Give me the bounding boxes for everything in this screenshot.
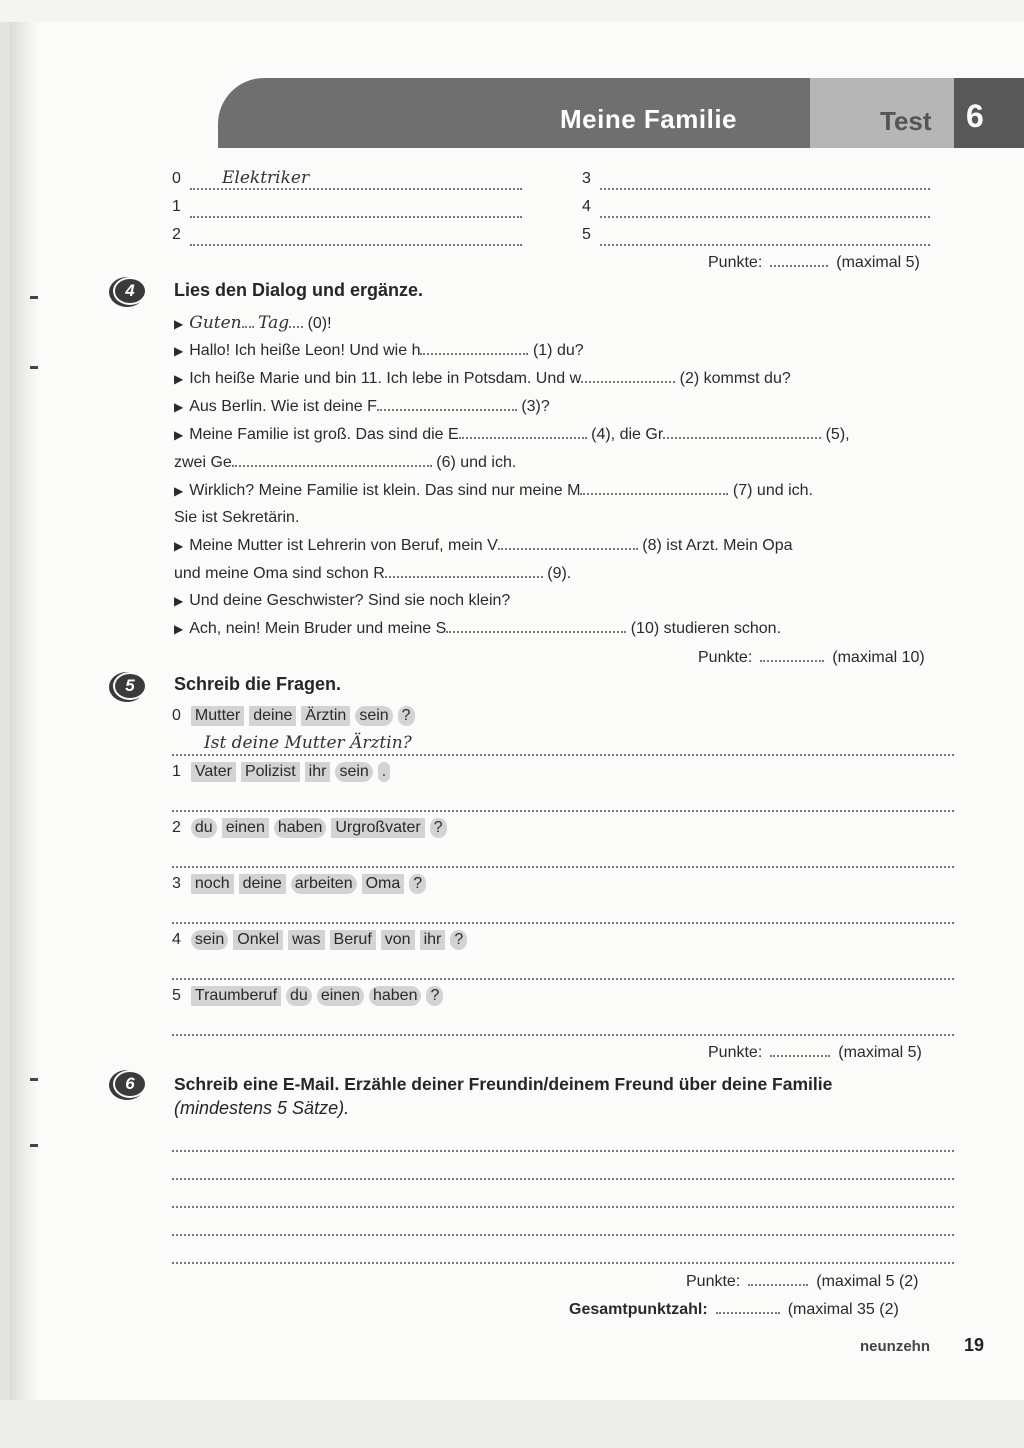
points-max: (maximal 5 (2) — [816, 1273, 919, 1290]
test-number: 6 — [966, 98, 984, 134]
question-row-4 — [172, 930, 472, 950]
answer-line[interactable] — [172, 754, 954, 756]
question-row-3 — [172, 874, 431, 894]
question-row-2 — [172, 818, 452, 838]
answer-blank[interactable] — [600, 244, 930, 246]
word-card: Ärztin — [301, 706, 350, 726]
word-card: Urgroßvater — [331, 818, 424, 838]
word-card: was — [288, 930, 324, 950]
word-card: ? — [426, 986, 443, 1006]
word-card: Polizist — [241, 762, 300, 782]
binding-hole-mark — [30, 1078, 38, 1081]
question-number: 2 — [172, 819, 181, 836]
dialog-line-5 — [174, 453, 516, 473]
gap-blank[interactable] — [232, 465, 432, 467]
points-row — [708, 1043, 922, 1063]
points-row — [708, 253, 920, 273]
dialog-line-3: ▶ Aus Berlin. Wie ist deine F (3)? — [174, 398, 550, 415]
page-gutter-shadow — [10, 22, 38, 1400]
dialog-line-6: ▶ Wirklich? Meine Familie ist klein. Das sind nur meine M (7) und ich. — [174, 482, 813, 499]
gap-blank[interactable] — [580, 493, 728, 495]
task-number-badge: 5 — [113, 672, 147, 700]
email-writing-line[interactable] — [172, 1262, 954, 1264]
points-max: (maximal 5) — [836, 254, 920, 271]
dialog-line-9 — [174, 564, 571, 584]
answer-blank[interactable] — [190, 216, 522, 218]
answer-blank[interactable] — [190, 244, 522, 246]
word-card: deine — [249, 706, 296, 726]
test-label: Test — [880, 106, 932, 136]
points-max: (maximal 5) — [838, 1044, 922, 1061]
word-card: sein — [191, 930, 228, 950]
dialog-text: (2) kommst du? — [679, 370, 791, 387]
points-row — [686, 1272, 919, 1292]
dialog-text: (7) und ich. — [732, 482, 813, 499]
dialog-line-0: ▶ Guten Tag (0)! — [174, 313, 332, 333]
example-word: Guten — [189, 313, 242, 333]
total-points-blank[interactable] — [716, 1312, 780, 1314]
item-number: 3 — [582, 170, 591, 187]
question-number: 5 — [172, 987, 181, 1004]
dialog-line-4: ▶ Meine Familie ist groß. Das sind die E (4), die Gr (5), — [174, 426, 850, 443]
email-writing-line[interactable] — [172, 1234, 954, 1236]
dialog-text: und meine Oma sind schon R — [174, 565, 385, 582]
word-card: einen — [222, 818, 269, 838]
dialog-text: Meine Familie ist groß. Das sind die E — [189, 426, 459, 443]
word-card: deine — [239, 874, 286, 894]
question-number: 4 — [172, 931, 181, 948]
dialog-text: Und deine Geschwister? Sind sie noch klein? — [189, 592, 511, 609]
dialog-line-2: ▶ Ich heiße Marie und bin 11. Ich lebe in Potsdam. Und w (2) kommst du? — [174, 370, 791, 387]
gap-blank[interactable] — [377, 409, 517, 411]
dialog-text: (10) studieren schon. — [630, 620, 782, 637]
word-card: einen — [317, 986, 364, 1006]
dialog-line-1: ▶ Hallo! Ich heiße Leon! Und wie h (1) du? — [174, 342, 584, 359]
page-number-word: neunzehn — [860, 1338, 930, 1355]
dialog-line-11: ▶ Ach, nein! Mein Bruder und meine S (10) studieren schon. — [174, 620, 782, 637]
answer-blank[interactable] — [600, 188, 930, 190]
points-blank[interactable] — [770, 1055, 830, 1057]
dialog-text: Ich heiße Marie und bin 11. Ich lebe in Potsdam. Und w — [189, 370, 582, 387]
word-card: sein — [355, 706, 392, 726]
item-number: 0 — [172, 170, 181, 187]
word-card: ? — [398, 706, 415, 726]
dialog-text: Aus Berlin. Wie ist deine F — [189, 398, 377, 415]
gap-blank[interactable] — [498, 548, 638, 550]
word-card: haben — [369, 986, 422, 1006]
question-number: 1 — [172, 763, 181, 780]
word-card: ihr — [305, 762, 331, 782]
example-answer: Ist deine Mutter Ärztin? — [204, 733, 412, 753]
dialog-line-8: ▶ Meine Mutter ist Lehrerin von Beruf, mein V (8) ist Arzt. Mein Opa — [174, 537, 793, 554]
dialog-text: zwei Ge — [174, 454, 232, 471]
points-blank[interactable] — [770, 265, 828, 267]
dialog-line-10: ▶ Und deine Geschwister? Sind sie noch klein? — [174, 592, 511, 609]
binding-hole-mark — [30, 366, 38, 369]
answer-line[interactable] — [172, 810, 954, 812]
gap-blank[interactable] — [581, 381, 675, 383]
word-card: Beruf — [330, 930, 376, 950]
dialog-text: (1) du? — [532, 342, 584, 359]
word-card: du — [286, 986, 312, 1006]
answer-line[interactable] — [172, 866, 954, 868]
word-card: noch — [191, 874, 234, 894]
example-word: Tag — [258, 313, 290, 333]
page-title: Meine Familie — [560, 104, 737, 134]
question-row-0 — [172, 706, 420, 726]
answer-line[interactable] — [172, 1034, 954, 1036]
dialog-text: (6) und ich. — [436, 454, 517, 471]
answer-line[interactable] — [172, 922, 954, 924]
email-writing-line[interactable] — [172, 1150, 954, 1152]
dialog-text: (0)! — [307, 315, 332, 332]
word-card: du — [191, 818, 217, 838]
gap-blank[interactable] — [663, 437, 821, 439]
word-card: Oma — [362, 874, 405, 894]
answer-blank[interactable] — [190, 188, 522, 190]
word-card: . — [378, 762, 390, 782]
dialog-text: Hallo! Ich heiße Leon! Und wie h — [189, 342, 421, 359]
dialog-text: (8) ist Arzt. Mein Opa — [642, 537, 793, 554]
word-card: ihr — [420, 930, 446, 950]
word-card: Onkel — [233, 930, 283, 950]
task-subtitle: (mindestens 5 Sätze). — [174, 1098, 350, 1118]
dialog-text: (9). — [547, 565, 572, 582]
item-number: 1 — [172, 198, 181, 215]
word-card: Traumberuf — [191, 986, 281, 1006]
points-label: Punkte: — [686, 1273, 741, 1290]
question-row-1 — [172, 762, 395, 782]
test-number-box — [954, 78, 1024, 148]
scan-border-bottom — [0, 1400, 1024, 1448]
gap-blank[interactable] — [446, 631, 626, 633]
answer-blank[interactable] — [600, 216, 930, 218]
task-number-badge: 6 — [113, 1070, 147, 1098]
points-blank[interactable] — [748, 1284, 808, 1286]
word-card: Mutter — [191, 706, 244, 726]
email-writing-line[interactable] — [172, 1178, 954, 1180]
answer-line[interactable] — [172, 978, 954, 980]
scan-border-top — [0, 0, 1024, 22]
example-answer: Elektriker — [222, 168, 310, 188]
gap-blank[interactable] — [420, 353, 528, 355]
item-number: 5 — [582, 226, 591, 243]
gap-blank[interactable] — [459, 437, 587, 439]
total-points-max: (maximal 35 (2) — [787, 1301, 899, 1318]
word-card: haben — [274, 818, 327, 838]
word-card: arbeiten — [291, 874, 357, 894]
dialog-text: Ach, nein! Mein Bruder und meine S — [189, 620, 447, 637]
task-title: Lies den Dialog und ergänze. — [174, 280, 424, 300]
points-blank[interactable] — [760, 660, 824, 662]
points-row — [698, 648, 925, 668]
question-row-5 — [172, 986, 448, 1006]
word-card: sein — [335, 762, 372, 782]
word-card: von — [381, 930, 415, 950]
word-card: ? — [450, 930, 467, 950]
item-number: 2 — [172, 226, 181, 243]
word-card: ? — [409, 874, 426, 894]
dialog-text: Meine Mutter ist Lehrerin von Beruf, mein V — [189, 537, 498, 554]
word-card: Vater — [191, 762, 236, 782]
points-label: Punkte: — [698, 649, 753, 666]
word-card: ? — [430, 818, 447, 838]
total-points-label: Gesamtpunktzahl: — [569, 1301, 708, 1318]
binding-hole-mark — [30, 1144, 38, 1147]
points-label: Punkte: — [708, 254, 763, 271]
binding-hole-mark — [30, 296, 38, 299]
question-number: 3 — [172, 875, 181, 892]
points-label: Punkte: — [708, 1044, 763, 1061]
gap-blank[interactable] — [385, 576, 543, 578]
email-writing-line[interactable] — [172, 1206, 954, 1208]
task-title: Schreib die Fragen. — [174, 674, 342, 694]
task-title: Schreib eine E-Mail. Erzähle deiner Freundin/deinem Freund über deine Familie — [174, 1074, 833, 1094]
question-number: 0 — [172, 707, 181, 724]
dialog-text: Wirklich? Meine Familie ist klein. Das sind nur meine M — [189, 482, 581, 499]
dialog-text: (3)? — [521, 398, 550, 415]
worksheet-page — [10, 22, 1024, 1400]
item-number: 4 — [582, 198, 591, 215]
dialog-text: (5), — [825, 426, 850, 443]
total-points-row — [569, 1300, 899, 1320]
points-max: (maximal 10) — [832, 649, 925, 666]
dialog-text: (4), die Gr — [591, 426, 664, 443]
task-number-badge: 4 — [113, 277, 147, 305]
dialog-line-7: Sie ist Sekretärin. — [174, 509, 300, 526]
page-number: 19 — [964, 1335, 985, 1355]
